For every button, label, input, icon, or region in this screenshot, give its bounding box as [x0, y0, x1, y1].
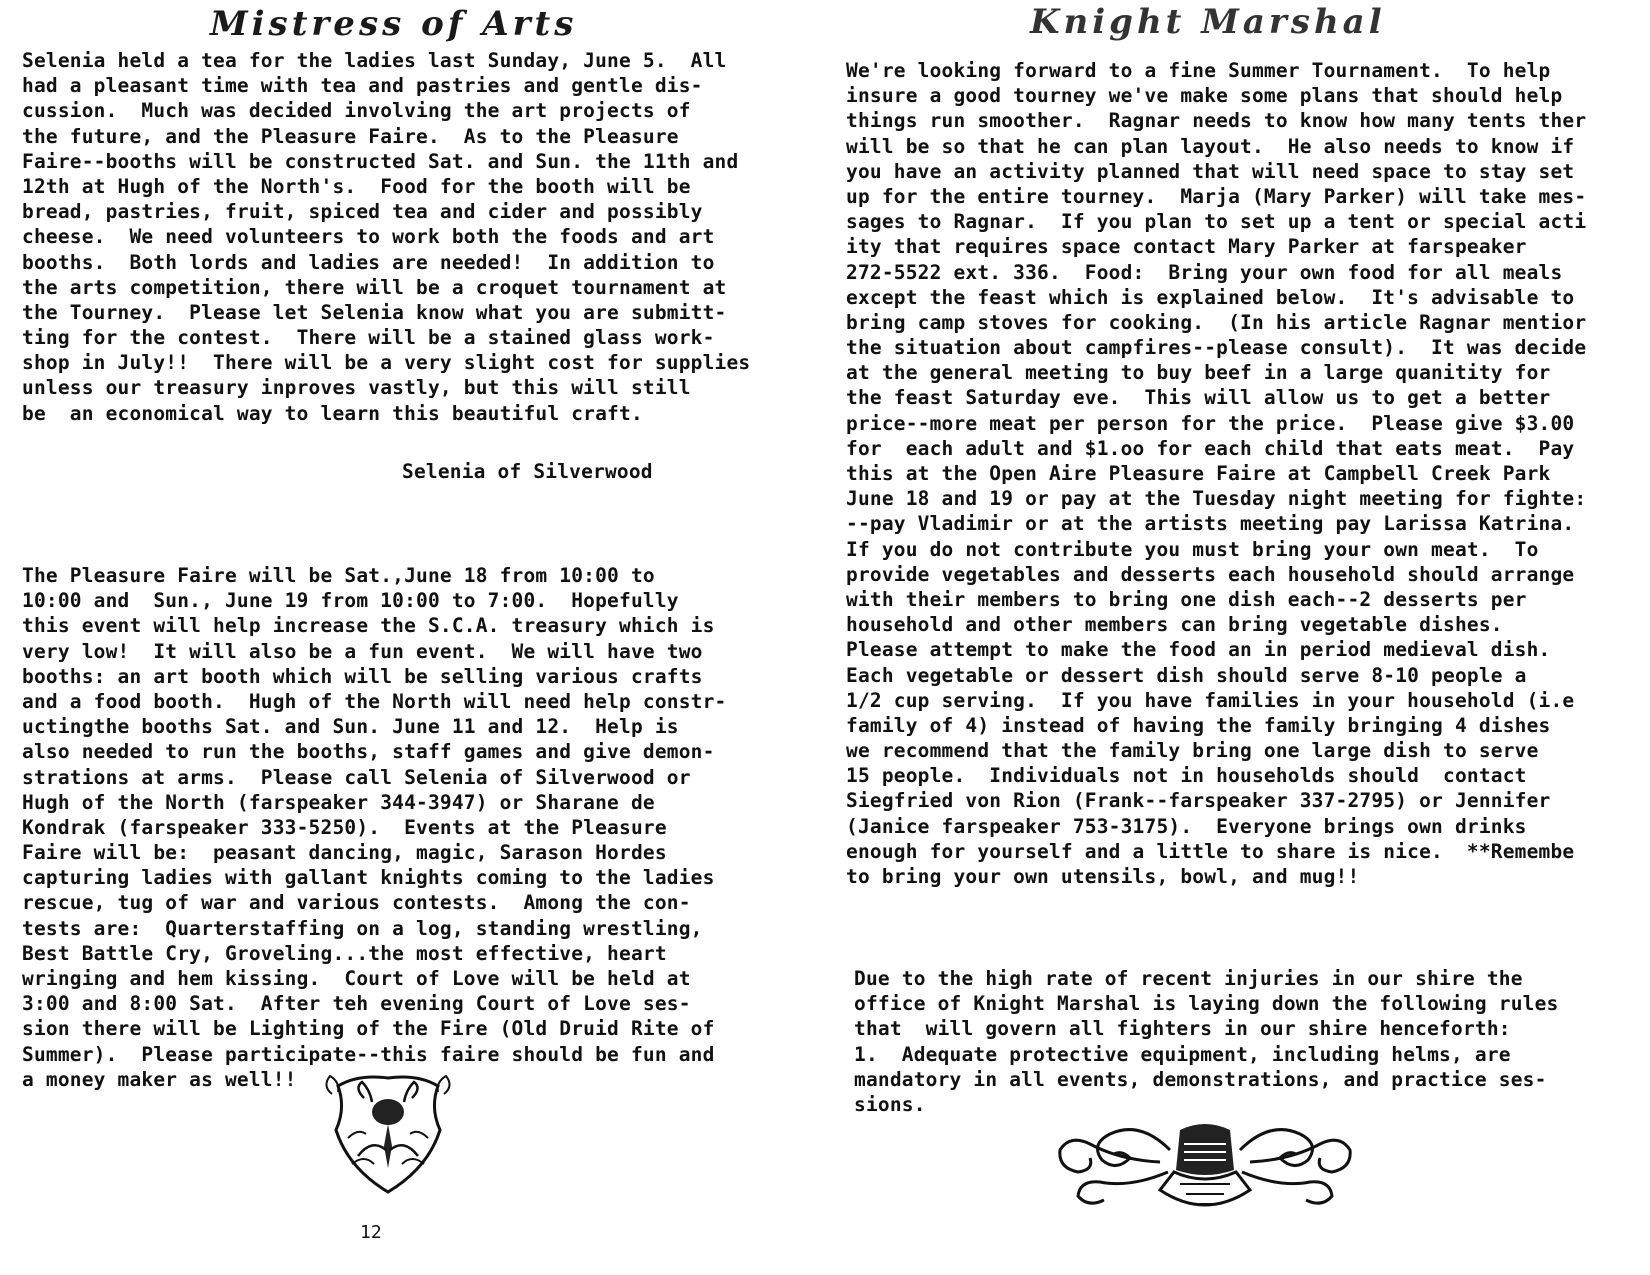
- text-line: booths: an art booth which will be selling various crafts: [22, 664, 703, 688]
- text-line: Best Battle Cry, Groveling...the most effective, heart: [22, 941, 667, 965]
- text-line: Due to the high rate of recent injuries in our shire the: [854, 967, 1523, 990]
- text-line: sion there will be Lighting of the Fire (Old Druid Rite of: [22, 1017, 715, 1041]
- text-line: insure a good tourney we've make some plans that should help: [846, 84, 1563, 108]
- text-line: had a pleasant time with tea and pastries and gentle dis-: [22, 74, 703, 98]
- text-line: 3:00 and 8:00 Sat. After teh evening Court of Love ses-: [22, 992, 691, 1016]
- text-line: cheese. We need volunteers to work both the foods and art: [22, 225, 715, 249]
- text-line: (Janice farspeaker 753-3175). Everyone brings own drinks: [846, 814, 1527, 838]
- text-line: up for the entire tourney. Marja (Mary Parker) will take mes-: [846, 184, 1587, 208]
- knight-marshal-rules-article: [854, 966, 1558, 1117]
- text-line: 1/2 cup serving. If you have families in your household (i.e: [846, 688, 1575, 712]
- text-line: bread, pastries, fruit, spiced tea and cider and possibly: [22, 200, 703, 224]
- text-line: If you do not contribute you must bring your own meat. To: [846, 537, 1539, 561]
- text-line: a money maker as well!!: [22, 1067, 297, 1091]
- text-line: booths. Both lords and ladies are needed! In addition to: [22, 250, 715, 274]
- text-line: --pay Vladimir or at the artists meeting pay Larissa Katrina.: [846, 512, 1575, 536]
- article-signature: Selenia of Silverwood: [402, 460, 653, 483]
- text-line: things run smoother. Ragnar needs to know how many tents ther: [846, 109, 1587, 133]
- text-line: strations at arms. Please call Selenia of Silverwood or: [22, 765, 691, 789]
- text-line: the Tourney. Please let Selenia know what you are submitt-: [22, 300, 727, 324]
- text-line: We're looking forward to a fine Summer Tournament. To help: [846, 59, 1551, 82]
- text-line: sions.: [854, 1092, 926, 1116]
- text-line: office of Knight Marshal is laying down the following rules: [854, 992, 1559, 1016]
- text-line: be an economical way to learn this beautiful craft.: [22, 401, 643, 425]
- text-line: the arts competition, there will be a croquet tournament at: [22, 275, 727, 299]
- text-line: Kondrak (farspeaker 333-5250). Events at the Pleasure: [22, 815, 667, 839]
- text-line: unless our treasury inproves vastly, but this will still: [22, 376, 691, 400]
- text-line: Hugh of the North (farspeaker 344-3947) or Sharane de: [22, 790, 655, 814]
- text-line: also needed to run the booths, staff games and give demon-: [22, 740, 715, 764]
- text-line: price--more meat per person for the price. Please give $3.00: [846, 411, 1575, 435]
- text-line: enough for yourself and a little to share is nice. **Remembe: [846, 839, 1575, 863]
- text-line: 12th at Hugh of the North's. Food for the booth will be: [22, 174, 691, 198]
- section-heading-mistress-of-arts: Mistress of Arts: [210, 4, 578, 44]
- pleasure-faire-article: [22, 563, 726, 1092]
- text-line: June 18 and 19 or pay at the Tuesday night meeting for fighte:: [846, 487, 1587, 511]
- left-page: [0, 0, 810, 1275]
- text-line: ity that requires space contact Mary Parker at farspeaker: [846, 235, 1527, 259]
- text-line: mandatory in all events, demonstrations, and practice ses-: [854, 1067, 1547, 1091]
- text-line: Each vegetable or dessert dish should serve 8-10 people a: [846, 663, 1527, 687]
- text-line: Faire will be: peasant dancing, magic, Sarason Hordes: [22, 841, 667, 865]
- right-page: [840, 0, 1650, 1275]
- text-line: very low! It will also be a fun event. We will have two: [22, 639, 703, 663]
- text-line: 15 people. Individuals not in households should contact: [846, 764, 1527, 788]
- text-line: 1. Adequate protective equipment, including helms, are: [854, 1042, 1511, 1066]
- text-line: tests are: Quarterstaffing on a log, standing wrestling,: [22, 916, 703, 940]
- text-line: wringing and hem kissing. Court of Love will be held at: [22, 967, 691, 990]
- text-line: except the feast which is explained below. It's advisable to: [846, 285, 1575, 309]
- text-line: that will govern all fighters in our shire henceforth:: [854, 1017, 1511, 1041]
- text-line: 10:00 and Sun., June 19 from 10:00 to 7:00. Hopefully: [22, 589, 679, 613]
- text-line: ting for the contest. There will be a stained glass work-: [22, 326, 715, 350]
- text-line: the future, and the Pleasure Faire. As to the Pleasure: [22, 124, 679, 148]
- text-line: this event will help increase the S.C.A. treasury which is: [22, 614, 715, 638]
- text-line: provide vegetables and desserts each household should arrange: [846, 562, 1575, 586]
- text-line: the feast Saturday eve. This will allow us to get a better: [846, 386, 1551, 410]
- text-line: uctingthe booths Sat. and Sun. June 11 and 12. Help is: [22, 715, 679, 739]
- text-line: you have an activity planned that will need space to stay set: [846, 159, 1575, 183]
- text-line: 272-5522 ext. 336. Food: Bring your own food for all meals: [846, 260, 1563, 284]
- text-line: capturing ladies with gallant knights coming to the ladies: [22, 866, 715, 890]
- text-line: household and other members can bring vegetable dishes.: [846, 613, 1503, 637]
- text-line: rescue, tug of war and various contests. Among the con-: [22, 891, 691, 915]
- text-line: Summer). Please participate--this faire should be fun and: [22, 1042, 715, 1066]
- text-line: this at the Open Aire Pleasure Faire at Campbell Creek Park: [846, 462, 1551, 485]
- text-line: The Pleasure Faire will be Sat.,June 18 from 10:00 to: [22, 564, 655, 587]
- text-line: Faire--booths will be constructed Sat. and Sun. the 11th and: [22, 149, 739, 173]
- text-line: sages to Ragnar. If you plan to set up a tent or special acti: [846, 210, 1587, 234]
- tea-article: [22, 48, 750, 426]
- text-line: and a food booth. Hugh of the North will need help constr-: [22, 689, 727, 713]
- summer-tournament-article: [846, 58, 1646, 889]
- text-line: Siegfried von Rion (Frank--farspeaker 337-2795) or Jennifer: [846, 789, 1551, 813]
- text-line: to bring your own utensils, bowl, and mug!!: [846, 865, 1360, 888]
- knight-helm-emblem-icon: [1050, 1110, 1360, 1222]
- shield-emblem-icon: [318, 1068, 458, 1198]
- text-line: for each adult and $1.oo for each child that eats meat. Pay: [846, 436, 1575, 460]
- section-heading-knight-marshal: Knight Marshal: [1030, 2, 1386, 42]
- text-line: with their members to bring one dish each--2 desserts per: [846, 587, 1527, 611]
- text-line: Selenia held a tea for the ladies last Sunday, June 5. All: [22, 49, 727, 72]
- text-line: family of 4) instead of having the family bringing 4 dishes: [846, 713, 1551, 737]
- text-line: shop in July!! There will be a very slight cost for supplies: [22, 351, 751, 375]
- text-line: at the general meeting to buy beef in a large quanitity for: [846, 361, 1551, 385]
- page-number: 12: [360, 1222, 382, 1243]
- text-line: the situation about campfires--please consult). It was decide: [846, 336, 1587, 360]
- text-line: cussion. Much was decided involving the art projects of: [22, 99, 691, 123]
- text-line: will be so that he can plan layout. He also needs to know if: [846, 134, 1575, 158]
- text-line: bring camp stoves for cooking. (In his article Ragnar mentior: [846, 310, 1587, 334]
- text-line: we recommend that the family bring one large dish to serve: [846, 739, 1539, 763]
- text-line: Please attempt to make the food an in period medieval dish.: [846, 638, 1551, 662]
